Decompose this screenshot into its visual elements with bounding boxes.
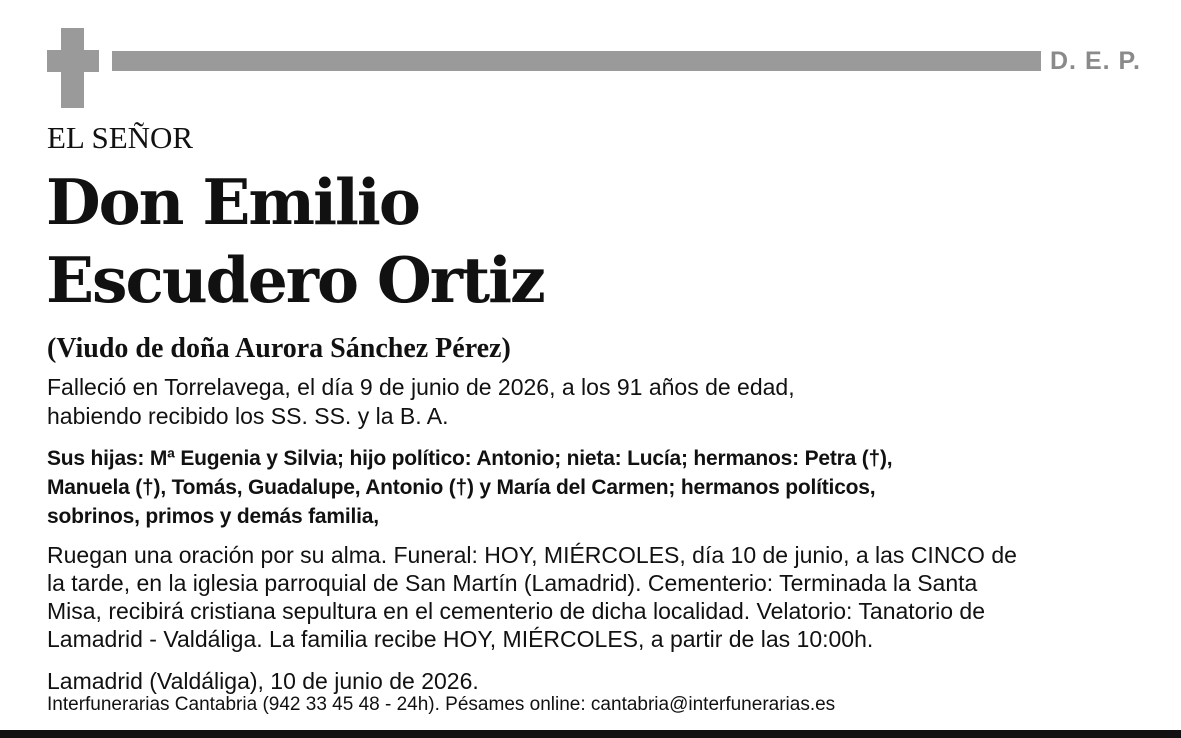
place-date: Lamadrid (Valdáliga), 10 de junio de 2026. [47, 668, 479, 694]
family-line-3: sobrinos, primos y demás familia, [47, 505, 379, 528]
death-notice-line-2: habiendo recibido los SS. SS. y la B. A. [47, 403, 449, 429]
family-line-1: Sus hijas: Mª Eugenia y Silvia; hijo político: Antonio; nieta: Lucía; hermanos: Petra (†), [47, 447, 893, 470]
deceased-name-line-1: Don Emilio [46, 165, 419, 239]
deceased-name-line-2: Escudero Ortiz [46, 243, 544, 317]
death-notice-line-1: Falleció en Torrelavega, el día 9 de junio de 2026, a los 91 años de edad, [47, 374, 795, 400]
honorific: EL SEÑOR [47, 120, 194, 155]
funeral-home-footer: Interfunerarias Cantabria (942 33 45 48 - 24h). Pésames online: cantabria@interfunerarias.es [47, 694, 836, 715]
cross-icon [47, 28, 99, 108]
funeral-line-2: la tarde, en la iglesia parroquial de San Martín (Lamadrid). Cementerio: Terminada la Santa [47, 570, 978, 596]
widower-note: (Viudo de doña Aurora Sánchez Pérez) [47, 333, 511, 364]
funeral-line-3: Misa, recibirá cristiana sepultura en el cementerio de dicha localidad. Velatorio: Tanatorio de [47, 598, 985, 624]
family-line-2: Manuela (†), Tomás, Guadalupe, Antonio (†) y María del Carmen; hermanos políticos, [47, 476, 876, 499]
funeral-line-4: Lamadrid - Valdáliga. La familia recibe HOY, MIÉRCOLES, a partir de las 10:00h. [47, 626, 874, 652]
funeral-line-1: Ruegan una oración por su alma. Funeral: HOY, MIÉRCOLES, día 10 de junio, a las CINCO de [47, 542, 1017, 568]
header-rule [112, 51, 1041, 71]
dep-label: D. E. P. [1050, 47, 1141, 75]
